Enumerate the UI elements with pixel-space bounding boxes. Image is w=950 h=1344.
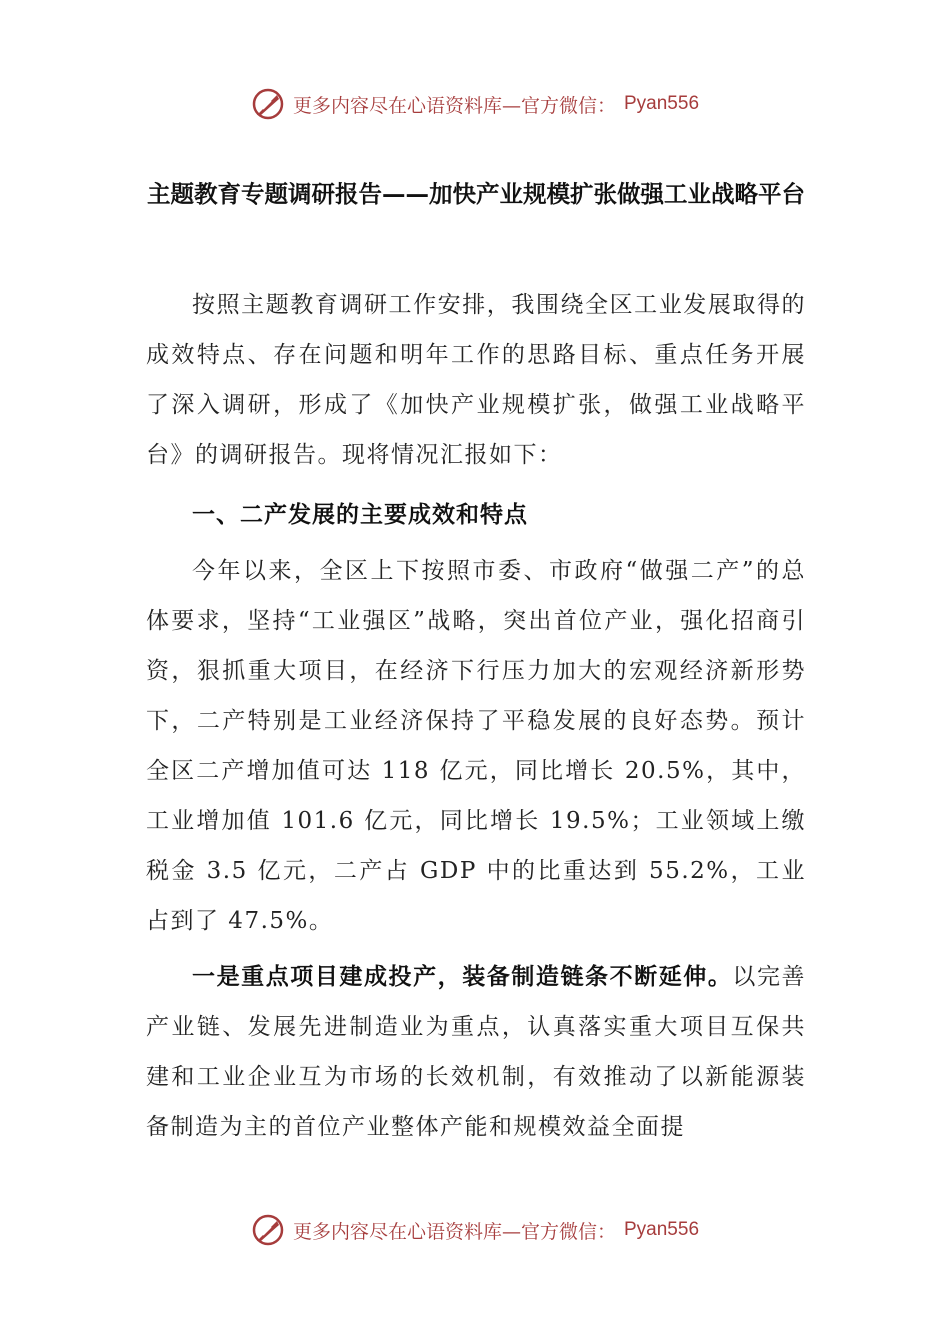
watermark-id: Pyan556: [624, 93, 700, 114]
document-title: 主题教育专题调研报告——加快产业规模扩张做强工业战略平台: [147, 180, 805, 208]
point-1-text: 以完善产业链、发展先进制造业为重点，认真落实重大项目互保共建和工业企业互为市场的长效机制，有效推动了以新能源装备制造为主的首位产业整体产能和规模效益全面提: [146, 964, 806, 1140]
point-1-lead: 一是重点项目建成投产，装备制造链条不断延伸。: [192, 964, 733, 990]
watermark-banner-top: [0, 84, 950, 124]
watermark-text: 更多内容尽在心语资料库—官方微信：: [292, 1220, 616, 1243]
point-1-paragraph: [146, 952, 806, 1152]
watermark-banner-bottom: [0, 1210, 950, 1250]
quill-logo-icon: [251, 1213, 285, 1247]
section-heading-1: 一、二产发展的主要成效和特点: [192, 502, 528, 528]
intro-paragraph: 按照主题教育调研工作安排，我围绕全区工业发展取得的成效特点、存在问题和明年工作的思路目标、重点任务开展了深入调研，形成了《加快产业规模扩张，做强工业战略平台》的调研报告。现将情况汇报如下：: [146, 292, 806, 468]
quill-logo-icon: [251, 87, 285, 121]
section-1-paragraph: 今年以来，全区上下按照市委、市政府“做强二产”的总体要求，坚持“工业强区”战略，突出首位产业，强化招商引资，狠抓重大项目，在经济下行压力加大的宏观经济新形势下，二产特别是工业经济保持了平稳发展的良好态势。预计全区二产增加值可达 118 亿元，同比增长 20.5%，其中，工业增加值 101.6 亿元，同比增长 19.5%；工业领域上缴税金 3.5 亿元，二产占 GDP 中的比重达到 55.2%，工业占到了 47.5%。: [146, 558, 806, 934]
watermark-id: Pyan556: [624, 1219, 700, 1240]
watermark-text: 更多内容尽在心语资料库—官方微信：: [292, 94, 616, 117]
